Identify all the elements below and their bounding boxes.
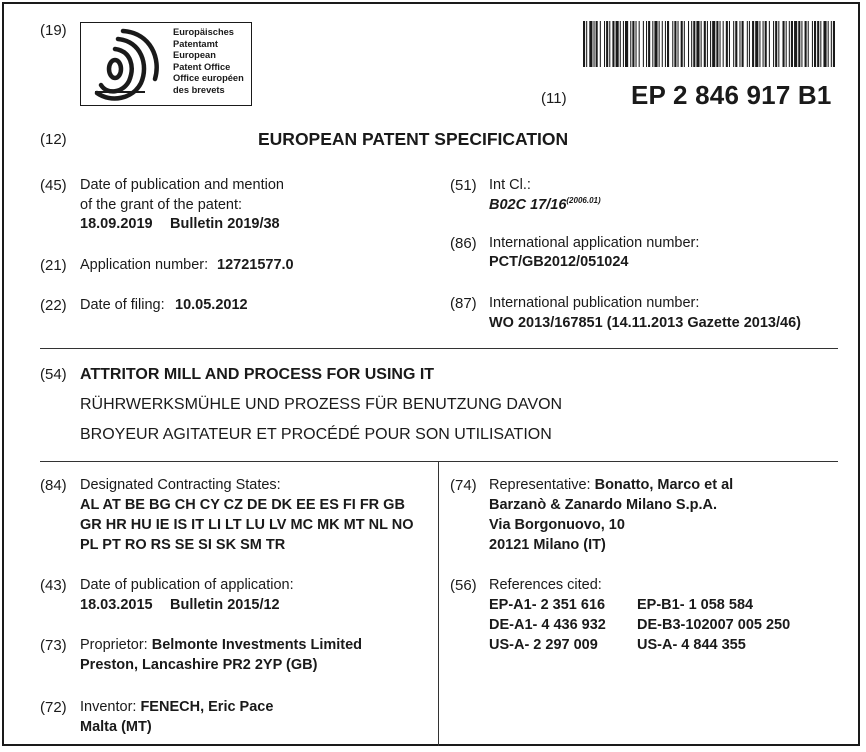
application-number-label: Application number: [80, 257, 209, 273]
reference-item: EP-B1- 1 058 584 [637, 597, 754, 613]
barcode-bar [604, 21, 605, 67]
barcode-bar [831, 21, 832, 67]
proprietor-label: Proprietor: [80, 637, 148, 653]
barcode-bar [828, 21, 829, 67]
intl-publication-value: WO 2013/167851 (14.11.2013 Gazette 2013/46) [489, 315, 801, 331]
barcode-bar [783, 21, 785, 67]
grant-bulletin: Bulletin 2019/38 [170, 216, 280, 232]
barcode-bar [639, 21, 640, 67]
intl-application-label: International application number: [489, 235, 700, 251]
barcode-bar [696, 21, 699, 67]
barcode-bar [688, 21, 689, 67]
barcode-bar [632, 21, 634, 67]
inid-code-87: (87) [450, 295, 477, 312]
barcode-bar [612, 21, 614, 67]
barcode-bar [606, 21, 608, 67]
barcode-bar [823, 21, 826, 67]
barcode-bar [620, 21, 621, 67]
barcode-bar [805, 21, 807, 67]
grant-date-value: 18.09.2019 [80, 216, 153, 232]
barcode-bar [672, 21, 673, 67]
barcode-bar [636, 21, 637, 67]
title-english: ATTRITOR MILL AND PROCESS FOR USING IT [80, 366, 435, 383]
publication-number: EP 2 846 917 B1 [631, 80, 832, 110]
barcode-bar [833, 21, 835, 67]
inid-code-86: (86) [450, 235, 477, 252]
barcode-bar [701, 21, 702, 67]
representative-street: Via Borgonuovo, 10 [489, 517, 625, 533]
barcode-bar [662, 21, 663, 67]
barcode-bar [596, 21, 598, 67]
office-name-en-2: Patent Office [173, 61, 231, 72]
barcode-bar [623, 21, 624, 67]
barcode-bar [794, 21, 797, 67]
barcode-bar [765, 21, 767, 67]
office-name-fr-1: Office européen [173, 73, 244, 84]
designated-states-line3: PL PT RO RS SE SI SK SM TR [80, 537, 286, 553]
inventor [80, 699, 273, 715]
barcode-bar [735, 21, 737, 67]
barcode-bar [625, 21, 628, 67]
intl-application-value: PCT/GB2012/051024 [489, 254, 629, 270]
barcode-bar [723, 21, 724, 67]
filing-date-value: 10.05.2012 [175, 297, 248, 313]
barcode-bar [583, 21, 585, 67]
proprietor-address: Preston, Lancashire PR2 2YP (GB) [80, 657, 318, 673]
inid-code-45: (45) [40, 177, 67, 194]
barcode-bar [726, 21, 728, 67]
reference-item: DE-B3-102007 005 250 [637, 617, 791, 633]
barcode-bar [712, 21, 715, 67]
inid-code-84: (84) [40, 477, 67, 494]
inid-code-43: (43) [40, 577, 67, 594]
barcode-bar [759, 21, 760, 67]
barcode-bar [763, 21, 764, 67]
barcode-bar [733, 21, 734, 67]
barcode-bar [648, 21, 650, 67]
barcode-bar [630, 21, 631, 67]
barcode-bar [678, 21, 679, 67]
designated-states-label: Designated Contracting States: [80, 477, 281, 493]
application-publication-label: Date of publication of application: [80, 577, 294, 593]
barcode-bar [594, 21, 595, 67]
barcode-bar [720, 21, 721, 67]
inid-code-56: (56) [450, 577, 477, 594]
barcode-bar [681, 21, 683, 67]
barcode-bar [659, 21, 660, 67]
reference-item: US-A- 4 844 355 [637, 637, 746, 653]
application-publication-date: 18.03.2015 [80, 597, 153, 613]
intl-publication-label: International publication number: [489, 295, 700, 311]
proprietor [80, 637, 362, 653]
inventor-name: FENECH, Eric Pace [140, 699, 274, 715]
barcode-bar [778, 21, 779, 67]
barcode-bar [693, 21, 695, 67]
barcode-bar [812, 21, 813, 67]
barcode-bar [586, 21, 587, 67]
int-cl-code: B02C 17/16 [489, 196, 567, 213]
reference-item: DE-A1- 4 436 932 [489, 617, 606, 633]
barcode-bar [716, 21, 718, 67]
proprietor-name: Belmonte Investments Limited [151, 637, 363, 653]
title-german: RÜHRWERKSMÜHLE UND PROZESS FÜR BENUTZUNG DAVON [80, 396, 563, 413]
inid-code-54: (54) [40, 366, 67, 383]
barcode-bar [667, 21, 669, 67]
representative-city: 20121 Milano (IT) [489, 537, 606, 553]
reference-item: EP-A1- 2 351 616 [489, 597, 606, 613]
inventor-label: Inventor: [80, 699, 137, 715]
application-number-value: 12721577.0 [217, 257, 294, 273]
inventor-country: Malta (MT) [80, 719, 152, 735]
barcode-bar [775, 21, 777, 67]
barcode-bar [814, 21, 816, 67]
office-name-fr-2: des brevets [173, 84, 225, 95]
grant-date-label-line2: of the grant of the patent: [80, 197, 243, 213]
inid-code-51: (51) [450, 177, 477, 194]
filing-date-label: Date of filing: [80, 297, 165, 313]
barcode-bar [755, 21, 758, 67]
inid-code-11: (11) [541, 90, 567, 107]
barcode-bar [684, 21, 685, 67]
inid-code-72: (72) [40, 699, 67, 716]
office-name-de-2: Patentamt [173, 38, 218, 49]
int-cl-label: Int Cl.: [489, 177, 531, 193]
epo-logo-icon [85, 27, 165, 103]
barcode-bar [808, 21, 809, 67]
barcode-bar [749, 21, 750, 67]
barcode-bar [798, 21, 800, 67]
barcode-bar [646, 21, 647, 67]
barcode-bar [742, 21, 744, 67]
barcode-bar [691, 21, 692, 67]
barcode-bar [652, 21, 653, 67]
office-name-de-1: Europäisches [173, 27, 234, 37]
barcode-bar [729, 21, 730, 67]
barcode-bar [747, 21, 748, 67]
int-cl-value [489, 196, 601, 213]
title-french: BROYEUR AGITATEUR ET PROCÉDÉ POUR SON UTILISATION [80, 426, 552, 443]
barcode-bar [769, 21, 770, 67]
divider-middle [40, 461, 838, 462]
designated-states-line2: GR HR HU IE IS IT LI LT LU LV MC MK MT NL NO [80, 517, 414, 533]
barcode-bar [817, 21, 819, 67]
references-label: References cited: [489, 577, 602, 593]
barcode-bar [820, 21, 821, 67]
representative-label: Representative: [489, 477, 591, 493]
inid-code-22: (22) [40, 297, 67, 314]
inid-code-73: (73) [40, 637, 67, 654]
representative-name: Bonatto, Marco et al [594, 477, 734, 493]
barcode [583, 21, 835, 67]
barcode-bar [789, 21, 790, 67]
reference-item: US-A- 2 297 009 [489, 637, 598, 653]
barcode-bar [674, 21, 676, 67]
barcode-bar [786, 21, 787, 67]
office-names [173, 27, 244, 97]
column-divider [438, 461, 439, 746]
application-publication-bulletin: Bulletin 2015/12 [170, 597, 280, 613]
document-type-title: EUROPEAN PATENT SPECIFICATION [258, 129, 569, 149]
barcode-bar [600, 21, 601, 67]
barcode-bar [704, 21, 706, 67]
barcode-bar [801, 21, 802, 67]
barcode-bar [791, 21, 793, 67]
barcode-bar [654, 21, 657, 67]
epo-logo [80, 22, 252, 106]
int-cl-version: (2006.01) [566, 196, 601, 205]
grant-date-label-line1: Date of publication and mention [80, 177, 284, 193]
barcode-bar [710, 21, 711, 67]
barcode-bar [589, 21, 592, 67]
barcode-bar [773, 21, 774, 67]
designated-states-line1: AL AT BE BG CH CY CZ DE DK EE ES FI FR GB [80, 497, 405, 513]
barcode-bar [752, 21, 754, 67]
representative [489, 477, 733, 493]
barcode-bar [616, 21, 619, 67]
office-name-en-1: European [173, 50, 216, 61]
barcode-bar [707, 21, 708, 67]
barcode-bar [609, 21, 610, 67]
inid-code-74: (74) [450, 477, 477, 494]
inid-code-12: (12) [40, 131, 67, 148]
divider-top [40, 348, 838, 349]
representative-firm: Barzanò & Zanardo Milano S.p.A. [489, 497, 717, 513]
barcode-bar [643, 21, 644, 67]
inid-code-19: (19) [40, 22, 67, 39]
inid-code-21: (21) [40, 257, 67, 274]
barcode-bar [665, 21, 666, 67]
barcode-bar [739, 21, 740, 67]
